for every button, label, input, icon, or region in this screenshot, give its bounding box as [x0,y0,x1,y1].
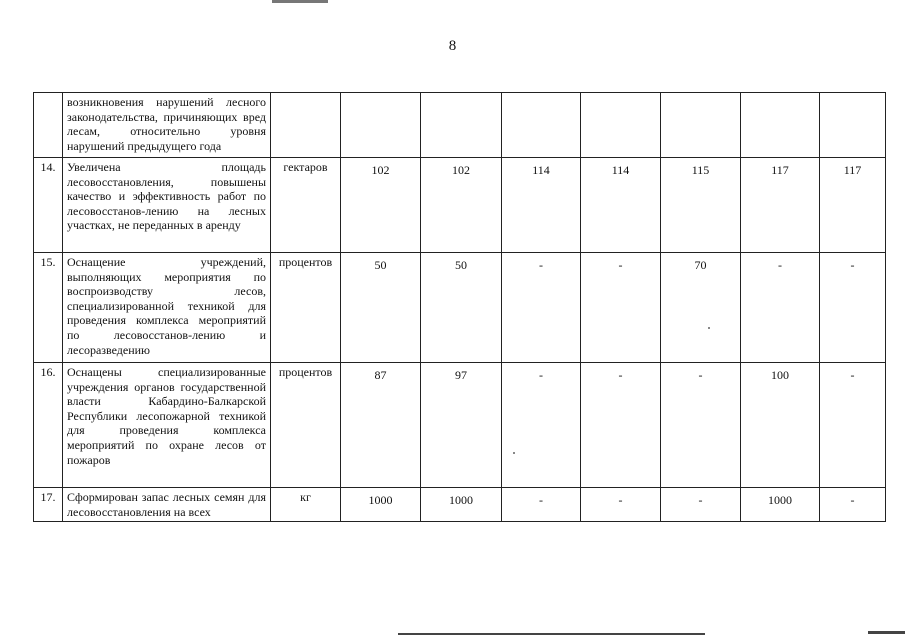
cell-value: - [741,253,820,363]
table-row [34,488,886,522]
cell-value: 1000 [741,488,820,522]
table-row [34,363,886,488]
cell-value: 50 [421,253,502,363]
cell-value: - [661,363,741,488]
cell-value: - [502,253,581,363]
cell-unit: процентов [271,363,341,488]
cell-value: 115 [661,158,741,253]
cell-value: - [581,363,661,488]
cell-value: 117 [741,158,820,253]
cell-value: 70 [661,253,741,363]
cell-value: - [502,363,581,488]
cell-indicator: Оснащены специализированные учреждения органов государственной власти Кабардино-Балкарской Республики лесопожарной техникой для проведения комплекса мероприятий по охране лесов от пожаров [63,363,271,488]
cell-value: 114 [502,158,581,253]
cell-value: 50 [341,253,421,363]
cell-value: - [581,253,661,363]
cell-value: 114 [581,158,661,253]
cell-unit: гектаров [271,158,341,253]
table-row [34,158,886,253]
cell-value: 1000 [421,488,502,522]
cell-indicator: Увеличена площадь лесовосстановления, повышены качество и эффективность работ по лесовосстанов-лению на лесных участках, не переданных в аренду [63,158,271,253]
cell-value: 102 [421,158,502,253]
cell-number: 17. [34,488,63,522]
table-row [34,253,886,363]
scan-artifact-bottom [398,633,705,635]
cell-value: - [581,488,661,522]
cell-indicator: Оснащение учреждений, выполняющих мероприятия по воспроизводству лесов, специализированной техникой для проведения комплекса мероприятий по лесовосстанов-лению и лесоразведению [63,253,271,363]
cell-indicator: Сформирован запас лесных семян для лесовосстановления на всех [63,488,271,522]
cell-value: 97 [421,363,502,488]
cell-unit: кг [271,488,341,522]
scan-speck [708,327,710,329]
scan-artifact-bottom-right [868,631,905,634]
cell-value: - [820,363,886,488]
cell-unit: процентов [271,253,341,363]
cell-number: 15. [34,253,63,363]
cell-value: 117 [820,158,886,253]
cell-indicator: возникновения нарушений лесного законодательства, причиняющих вред лесам, относительно уровня нарушений предыдущего года [63,93,271,158]
scan-artifact-top [272,0,328,3]
cell-value: 87 [341,363,421,488]
scan-speck [513,452,515,454]
cell-value: - [502,488,581,522]
cell-value: 1000 [341,488,421,522]
cell-number: 16. [34,363,63,488]
cell-value: 102 [341,158,421,253]
cell-value: - [661,488,741,522]
table-row-continuation [34,93,886,158]
cell-value: - [820,488,886,522]
cell-number [34,93,63,158]
page-number: 8 [448,38,457,54]
indicators-table [33,92,886,522]
cell-value: - [820,253,886,363]
cell-number: 14. [34,158,63,253]
cell-value: 100 [741,363,820,488]
